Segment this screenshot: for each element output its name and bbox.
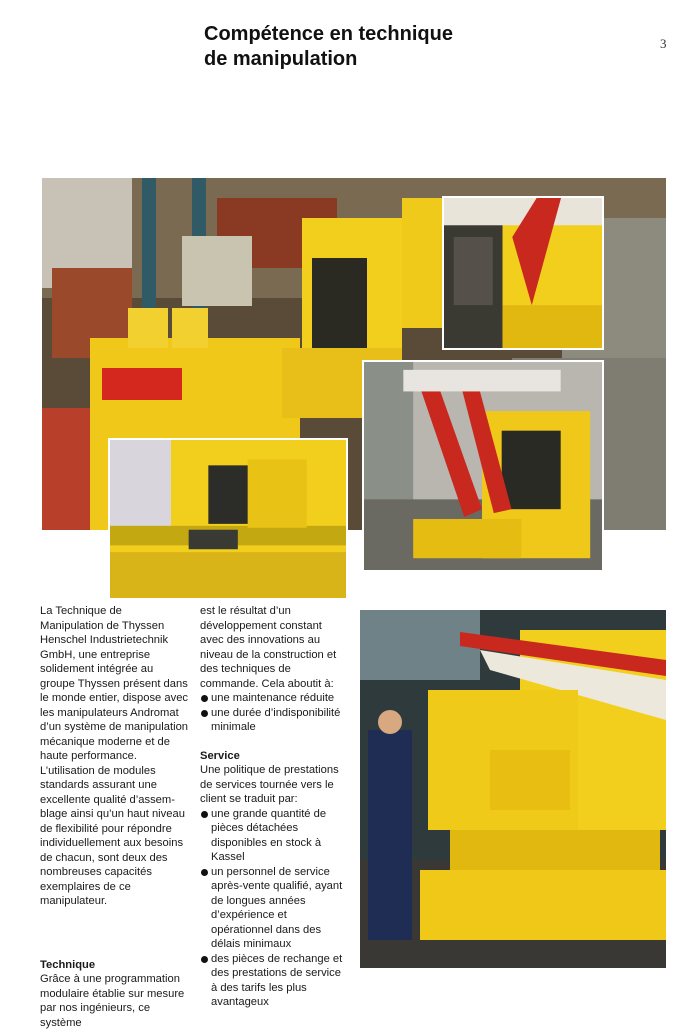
title-line-1: Compétence en technique [204, 23, 453, 45]
continuation-paragraph: est le résultat d’un développement constant avec des innovations au niveau de la construction et des techniques de commande. Cela aboutit à: [200, 605, 337, 690]
intro-paragraph: La Technique de Manipulation de Thyssen Henschel Industrietechnik GmbH, une entreprise solidement intégrée au groupe Thyssen présent dans le monde entier, dispose avec les manipulateurs Andromat d’un système de manipulation mécanique moderne et de haute performance. L’utilisation de modules standards assurant une excellente qualité d’assemblage ainsi qu’un haut niveau de flexibilité pour répondre individuellement aux besoins de chacun, sont deux des nombreuses capacités exemplaires de ce manipulateur. [40, 605, 189, 907]
list-item: des pièces de rechange et des prestations de service à des tarifs les plus avantageux [200, 952, 348, 1010]
robot-arm-inset-photo [362, 360, 604, 572]
technique-paragraph: Grâce à une programmation modulaire établie sur mesure par nos ingénieurs, ce système [40, 973, 185, 1029]
benefits-list [200, 691, 348, 735]
text-column-1 [40, 604, 188, 1030]
technician-at-manipulator-photo [360, 610, 666, 968]
list-item: une grande quantité de pièces détachées disponibles en stock à Kassel [200, 807, 348, 865]
list-item: une durée d’indisponibilité minimale [200, 706, 348, 735]
technique-heading: Technique [40, 958, 96, 971]
text-column-2 [200, 604, 348, 1010]
manipulator-arm-inset-photo [442, 196, 604, 350]
manipulator-closeup-inset-photo [108, 438, 348, 600]
service-paragraph: Une politique de prestations de services tournée vers le client se traduit par: [200, 764, 339, 805]
service-list [200, 807, 348, 1010]
page-title [204, 22, 564, 72]
page-number: 3 [660, 36, 667, 51]
list-item: une maintenance réduite [200, 691, 348, 706]
service-heading: Service [200, 749, 240, 762]
list-item: un personnel de service après-vente qualifié, ayant de longues années d’expérience et opérationnel dans des délais minimaux [200, 865, 348, 952]
title-line-2: de manipulation [204, 48, 358, 70]
